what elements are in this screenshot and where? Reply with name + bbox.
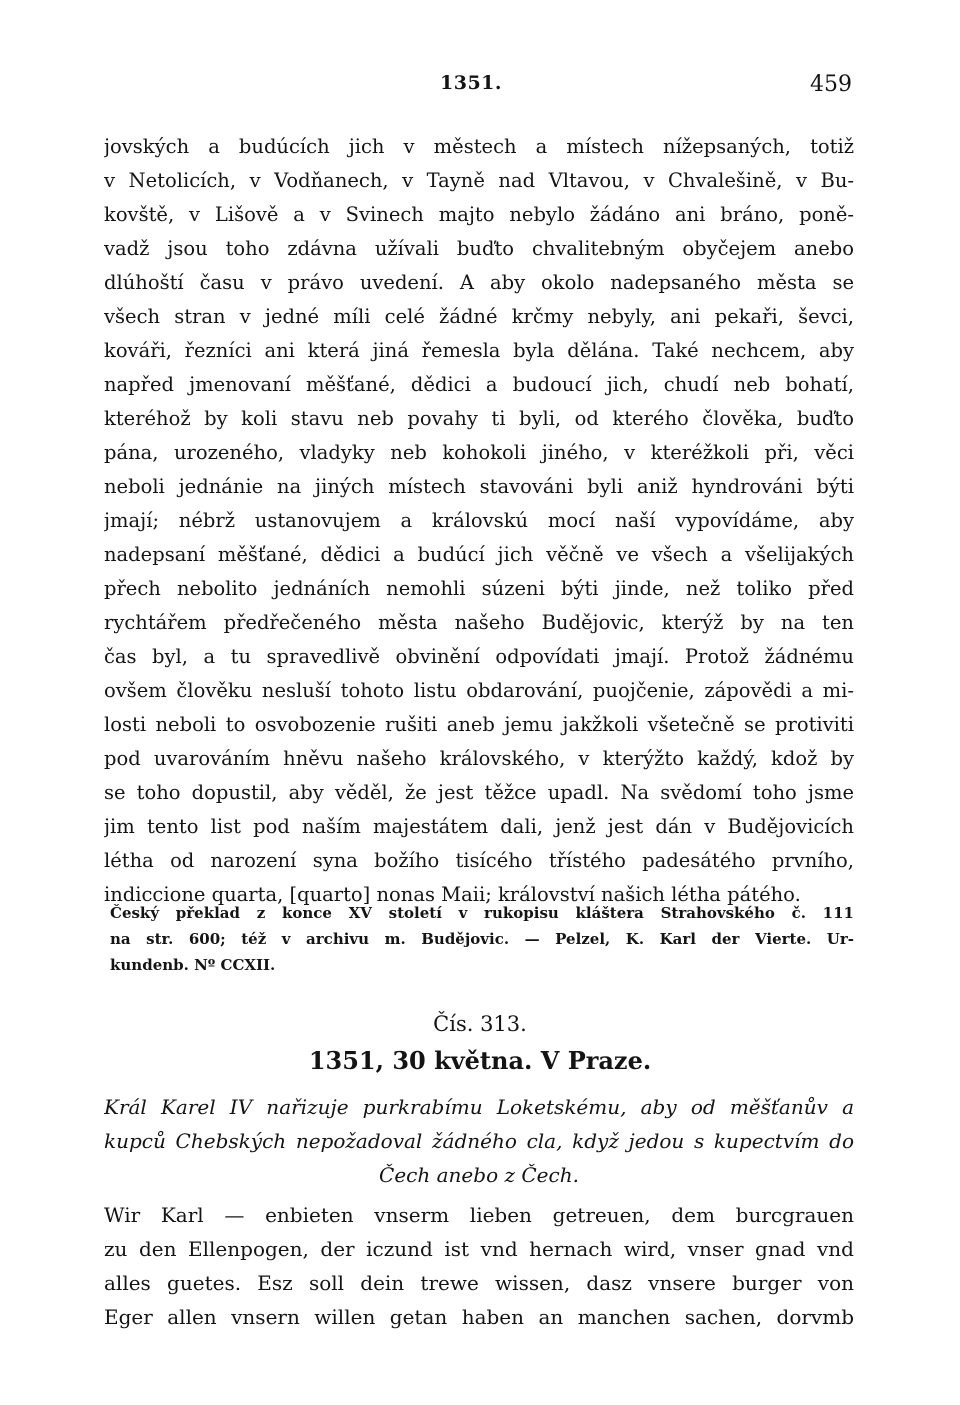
source-note xyxy=(110,900,854,978)
page-number: 459 xyxy=(810,72,852,97)
text-line: losti neboli to osvobozenie rušiti aneb jemu jakžkoli všetečně se protiviti xyxy=(104,713,854,736)
note-line: Český překlad z konce XV století v rukopisu kláštera Strahovského č. 111 xyxy=(110,904,854,922)
text-line: všech stran v jedné míli celé žádné krčmy nebyly, ani pekaři, ševci, xyxy=(104,305,854,328)
text-line: napřed jmenovaní měšťané, dědici a budoucí jich, chudí neb bohatí, xyxy=(104,373,854,396)
text-line: v Netolicích, v Vodňanech, v Tayně nad Vltavou, v Chvalešině, v Bu- xyxy=(104,169,854,192)
text-line: kteréhož by koli stavu neb povahy ti byli, od kterého člověka, buďto xyxy=(104,407,854,430)
main-text-block xyxy=(104,130,854,912)
running-header-year: 1351. xyxy=(440,72,502,94)
text-line: dlúhoští času v právo uvedení. A aby okolo nadepsaného města se xyxy=(104,271,854,294)
text-line: přech nebolito jednáních nemohli súzeni býti jinde, než toliko před xyxy=(104,577,854,600)
regest-line: Čech anebo z Čech. xyxy=(379,1163,579,1187)
note-line: na str. 600; též v archivu m. Budějovic. — Pelzel, K. Karl der Vierte. Ur- xyxy=(110,930,854,948)
text-line: létha od narození syna božího tisícého třístého padesátého prvního, xyxy=(104,849,854,872)
text-line: jmají; nébrž ustanovujem a královskú mocí naší vypovídáme, aby xyxy=(104,509,854,532)
text-line: pod uvarováním hněvu našeho královského, v kterýžto každý, kdož by xyxy=(104,747,854,770)
text-line: nadepsaní měšťané, dědici a budúcí jich věčně ve všech a všelijakých xyxy=(104,543,854,566)
text-line: Eger allen vnsern willen getan haben an manchen sachen, dorvmb xyxy=(104,1305,854,1329)
text-line: indiccione quarta, [quarto] nonas Maii; království našich létha pátého. xyxy=(104,883,801,906)
text-line: kovště, v Lišově a v Svinech majto nebylo žádáno ani bráno, poně- xyxy=(104,203,854,226)
text-line: čas byl, a tu spravedlivě obvinění odpovídati jmají. Protož žádnému xyxy=(104,645,854,668)
document-number: Čís. 313. xyxy=(433,1012,527,1036)
text-line: kováři, řezníci ani která jiná řemesla byla dělána. Také nechcem, aby xyxy=(104,339,854,362)
text-line: se toho dopustil, aby věděl, že jest těžce upadl. Na svědomí toho jsme xyxy=(104,781,854,804)
text-line: rychtářem předřečeného města našeho Budějovic, kterýž by na ten xyxy=(104,611,854,634)
text-line: jim tento list pod naším majestátem dali, jenž jest dán v Budějovicích xyxy=(104,815,854,838)
text-line: pána, urozeného, vladyky neb kohokoli jiného, v kteréžkoli při, věci xyxy=(104,441,854,464)
regest-line: Král Karel IV nařizuje purkrabímu Loketskému, aby od měšťanův a xyxy=(104,1095,854,1119)
text-line: zu den Ellenpogen, der iczund ist vnd hernach wird, vnser gnad vnd xyxy=(104,1237,854,1261)
document-heading: 1351, 30 května. V Praze. xyxy=(308,1046,652,1075)
regest-line: kupců Chebských nepožadoval žádného cla, když jedou s kupectvím do xyxy=(104,1129,854,1153)
text-line: alles guetes. Esz soll dein trewe wissen, dasz vnsere burger von xyxy=(104,1271,854,1295)
text-line: Wir Karl — enbieten vnserm lieben getreuen, dem burcgrauen xyxy=(104,1203,854,1227)
note-line: kundenb. Nº CCXII. xyxy=(110,956,276,974)
german-text-block xyxy=(104,1198,854,1334)
text-line: jovských a budúcích jich v městech a místech nížepsaných, totiž xyxy=(104,135,854,158)
text-line: neboli jednánie na jiných místech stavováni byli aniž hyndrováni býti xyxy=(104,475,854,498)
regest-summary xyxy=(104,1090,854,1192)
text-line: vadž jsou toho zdávna užívali buďto chvalitebným obyčejem anebo xyxy=(104,237,854,260)
text-line: ovšem člověku nesluší tohoto listu obdarování, puojčenie, zápovědi a mi- xyxy=(104,679,854,702)
